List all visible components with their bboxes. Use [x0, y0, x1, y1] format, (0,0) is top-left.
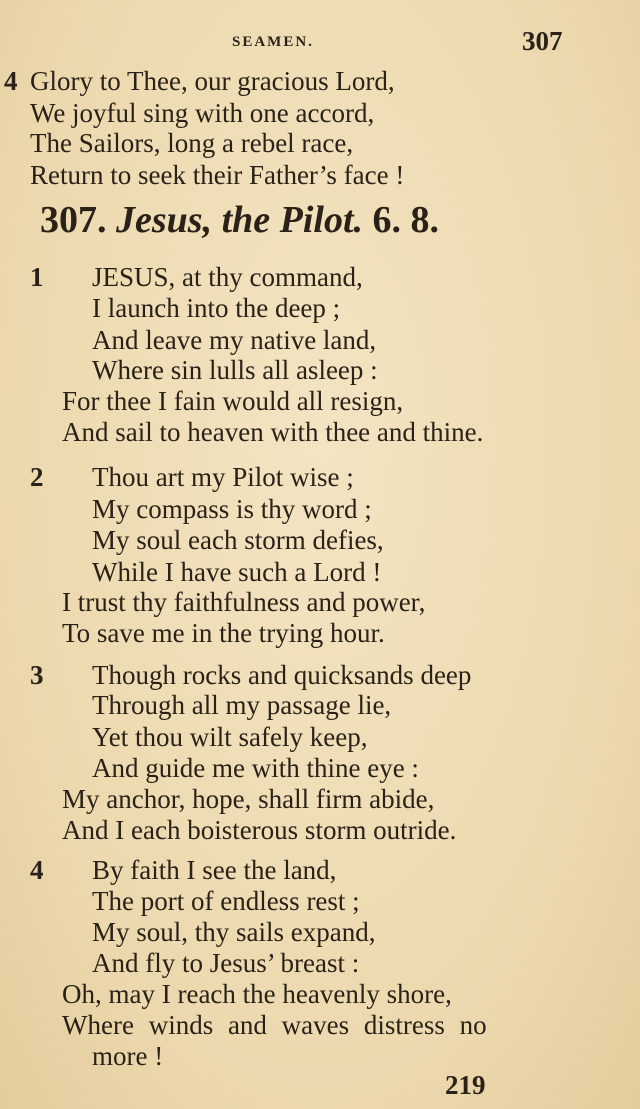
verse-line: While I have such a Lord ! [92, 557, 382, 587]
verse-line: Return to seek their Father’s face ! [30, 160, 405, 190]
verse-line: I launch into the deep ; [92, 293, 341, 323]
hymn-title: Jesus, the Pilot. [116, 199, 364, 241]
stanza-number: 4 [4, 66, 18, 96]
verse-line: We joyful sing with one accord, [30, 98, 375, 128]
verse-line: For thee I fain would all resign, [62, 386, 404, 416]
verse-line: Though rocks and quicksands deep [92, 660, 472, 690]
verse-line: My compass is thy word ; [92, 494, 372, 524]
verse-line: My soul each storm defies, [92, 525, 384, 555]
verse-line: The port of endless rest ; [92, 886, 360, 916]
verse-line: Through all my passage lie, [92, 690, 392, 720]
verse-line: By faith I see the land, [92, 855, 337, 885]
verse-line: To save me in the trying hour. [62, 618, 385, 648]
verse-line: Where sin lulls all asleep : [92, 355, 378, 385]
page-number-bottom: 219 [445, 1070, 486, 1100]
verse-line: And I each boisterous storm outride. [62, 815, 457, 845]
hymn-number: 307. [40, 199, 107, 241]
stanza-number: 3 [30, 660, 44, 690]
hymn-heading [40, 198, 439, 242]
verse-line: And sail to heaven with thee and thine. [62, 417, 484, 447]
hymn-meter: 6. 8. [372, 199, 440, 241]
stanza-number: 1 [30, 262, 44, 292]
verse-line: JESUS, at thy command, [92, 262, 363, 292]
verse-line: I trust thy faithfulness and power, [62, 587, 426, 617]
verse-line: And leave my native land, [92, 325, 377, 355]
verse-line: Yet thou wilt safely keep, [92, 722, 368, 752]
stanza-number: 2 [30, 462, 44, 492]
verse-line: Glory to Thee, our gracious Lord, [30, 66, 395, 96]
verse-line: And guide me with thine eye : [92, 753, 419, 783]
verse-line: Thou art my Pilot wise ; [92, 462, 354, 492]
stanza-number: 4 [30, 855, 44, 885]
verse-line: My soul, thy sails expand, [92, 917, 376, 947]
verse-line: My anchor, hope, shall firm abide, [62, 784, 435, 814]
verse-line: more ! [92, 1041, 164, 1071]
verse-line: Where winds and waves distress no [62, 1010, 487, 1040]
verse-line: The Sailors, long a rebel race, [30, 128, 354, 158]
page-number-top: 307 [522, 26, 563, 56]
verse-line: Oh, may I reach the heavenly shore, [62, 979, 452, 1009]
verse-line: And fly to Jesus’ breast : [92, 948, 360, 978]
running-head: SEAMEN. [232, 34, 314, 50]
